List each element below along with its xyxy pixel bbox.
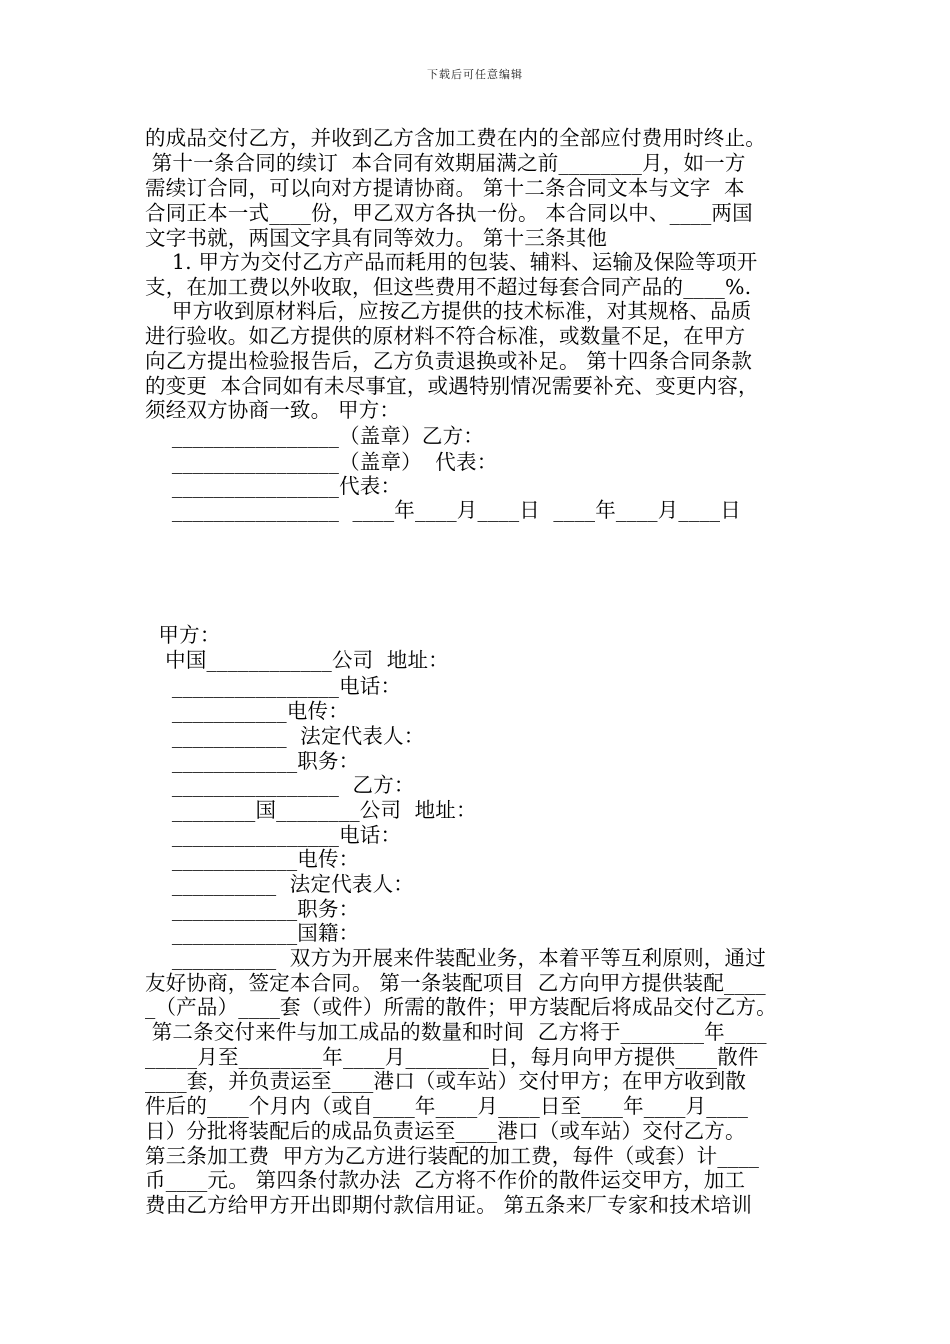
- signature-line: ________________（盖章）乙方：: [145, 424, 484, 448]
- page-header-note: 下载后可任意编辑: [427, 68, 523, 81]
- party-info-line: 中国____________公司 地址：: [145, 648, 449, 672]
- party-info-line: ____________职务：: [145, 749, 360, 773]
- party-info-line: ________________电话：: [145, 674, 402, 698]
- contract-text-line: 需续订合同，可以向对方提请协商。 第十二条合同文本与文字 本: [145, 176, 745, 200]
- contract-text-line: 进行验收。如乙方提供的原材料不符合标准，或数量不足，在甲方: [145, 324, 746, 348]
- contract-text-line: 须经双方协商一致。 甲方：: [145, 398, 401, 422]
- contract-text-line: 合同正本一式____份，甲乙双方各执一份。 本合同以中、____两国: [145, 201, 753, 225]
- contract-text-line: 甲方收到原材料后，应按乙方提供的技术标准，对其规格、品质: [145, 299, 752, 323]
- contract-text-line: 第十一条合同的续订 本合同有效期届满之前________月，如一方: [145, 151, 746, 175]
- contract-text-line: 第三条加工费 甲方为乙方进行装配的加工费，每件（或套）计____: [145, 1144, 760, 1168]
- date-line: ________________ ____年____月____日 ____年____月____日: [145, 498, 741, 522]
- party-info-line: ___________电传：: [145, 699, 349, 723]
- contract-text-line: _____月至________年____月________日，每月向甲方提供____散件: [145, 1045, 759, 1069]
- party-info-line: ___________ 法定代表人：: [145, 724, 425, 748]
- party-info-line: ________________电话：: [145, 823, 402, 847]
- contract-text-line: 的变更 本合同如有未尽事宜，或遇特别情况需要补充、变更内容，: [145, 374, 759, 398]
- contract-text-line: 费由乙方给甲方开出即期付款信用证。 第五条来厂专家和技术培训: [145, 1193, 753, 1217]
- contract-text-line: 日）分批将装配后的成品负责运至____港口（或车站）交付乙方。: [145, 1119, 746, 1143]
- contract-text-line: ____套，并负责运至____港口（或车站）交付甲方；在甲方收到散: [145, 1069, 747, 1093]
- party-info-line: ____________国籍：: [145, 921, 360, 945]
- party-info-line: __________ 法定代表人：: [145, 872, 414, 896]
- contract-text-line: _（产品）____套（或件）所需的散件；甲方装配后将成品交付乙方。: [145, 995, 777, 1019]
- contract-text-line: 币____元。 第四条付款办法 乙方将不作价的散件运交甲方，加工: [145, 1168, 746, 1192]
- party-info-line: ________________ 乙方：: [145, 773, 415, 797]
- party-info-line: 甲方：: [145, 623, 221, 647]
- contract-text-line: 支，在加工费以外收取，但这些费用不超过每套合同产品的____%.: [145, 275, 752, 299]
- contract-text-line: 友好协商，签定本合同。 第一条装配项目 乙方向甲方提供装配____: [145, 971, 766, 995]
- party-info-line: ________国________公司 地址：: [145, 798, 477, 822]
- contract-text-line: 的成品交付乙方，并收到乙方含加工费在内的全部应付费用时终止。: [145, 126, 766, 150]
- party-info-line: ____________职务：: [145, 897, 360, 921]
- signature-line: ________________（盖章） 代表：: [145, 450, 498, 474]
- contract-text-line: 件后的____个月内（或自____年____月____日至____年____月____: [145, 1094, 749, 1118]
- signature-line: ________________代表：: [145, 474, 402, 498]
- contract-text-line: 向乙方提出检验报告后，乙方负责退换或补足。 第十四条合同条款: [145, 349, 753, 373]
- contract-text-line: 文字书就，两国文字具有同等效力。 第十三条其他: [145, 226, 608, 250]
- contract-text-line: 第二条交付来件与加工成品的数量和时间 乙方将于________年____: [145, 1020, 767, 1044]
- contract-text-line: 1. 甲方为交付乙方产品而耗用的包装、辅料、运输及保险等项开: [145, 250, 758, 274]
- party-info-line: ____________电传：: [145, 847, 360, 871]
- contract-text-line: __________ 双方为开展来件装配业务，本着平等互利原则，通过: [145, 946, 766, 970]
